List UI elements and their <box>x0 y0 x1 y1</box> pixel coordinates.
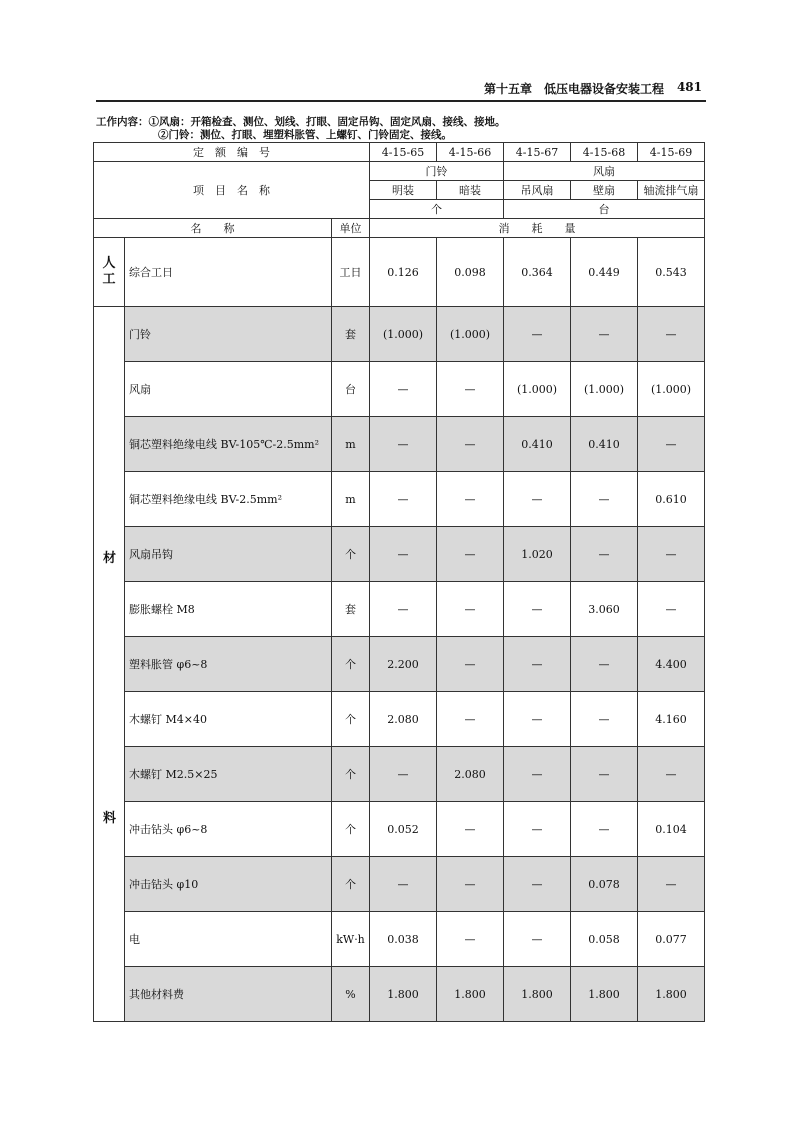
material-category: 材 料 <box>94 307 125 1022</box>
material-name: 铜芯塑料绝缘电线 BV-105℃-2.5mm² <box>125 417 332 472</box>
value-cell: (1.000) <box>571 362 638 417</box>
value-cell: — <box>437 417 504 472</box>
column-header-row <box>94 219 705 238</box>
group-fan: 风扇 <box>504 162 705 181</box>
material-name: 门铃 <box>125 307 332 362</box>
work-content-line-1: 工作内容：①风扇：开箱检查、测位、划线、打眼、固定吊钩、固定风扇、接线、接地。 <box>96 116 506 128</box>
value-cell: — <box>370 362 437 417</box>
work-content <box>96 116 506 142</box>
subname-cell: 壁扇 <box>571 181 638 200</box>
value-cell: — <box>571 637 638 692</box>
material-unit: 个 <box>332 692 370 747</box>
value-cell: 0.104 <box>638 802 705 857</box>
material-name: 木螺钉 M4×40 <box>125 692 332 747</box>
value-cell: — <box>437 362 504 417</box>
item-name-label: 项 目 名 称 <box>94 162 370 219</box>
value-cell: — <box>504 802 571 857</box>
material-unit: % <box>332 967 370 1022</box>
material-unit: m <box>332 472 370 527</box>
labor-name: 综合工日 <box>125 238 332 307</box>
value-cell: 0.052 <box>370 802 437 857</box>
value-cell: — <box>504 582 571 637</box>
value-cell: — <box>571 472 638 527</box>
subname-cell: 轴流排气扇 <box>638 181 705 200</box>
value-cell: — <box>437 802 504 857</box>
value-cell: — <box>370 472 437 527</box>
group-doorbell: 门铃 <box>370 162 504 181</box>
value-cell: — <box>370 582 437 637</box>
value-cell: 1.800 <box>437 967 504 1022</box>
unit-top-cell: 个 <box>370 200 504 219</box>
code-cell: 4-15-69 <box>638 143 705 162</box>
value-cell: — <box>437 857 504 912</box>
value-cell: — <box>571 747 638 802</box>
value-cell: — <box>571 307 638 362</box>
material-row <box>94 527 705 582</box>
subname-cell: 吊风扇 <box>504 181 571 200</box>
material-row <box>94 747 705 802</box>
value-cell: — <box>370 747 437 802</box>
material-unit: 个 <box>332 802 370 857</box>
quota-number-label: 定 额 编 号 <box>94 143 370 162</box>
value-cell: — <box>504 307 571 362</box>
value-cell: — <box>638 417 705 472</box>
material-row <box>94 582 705 637</box>
material-name: 膨胀螺栓 M8 <box>125 582 332 637</box>
value-cell: — <box>571 527 638 582</box>
value-cell: — <box>638 857 705 912</box>
value-cell: 0.058 <box>571 912 638 967</box>
value-cell: 0.078 <box>571 857 638 912</box>
work-content-line-2: ②门铃：测位、打眼、埋塑料胀管、上螺钉、门铃固定、接线。 <box>158 129 452 141</box>
material-row <box>94 967 705 1022</box>
value-cell: 0.098 <box>437 238 504 307</box>
value-cell: — <box>437 582 504 637</box>
material-unit: 套 <box>332 582 370 637</box>
labor-row <box>94 238 705 307</box>
work-content-label: 工作内容： <box>96 116 149 128</box>
material-name: 塑料胀管 φ6~8 <box>125 637 332 692</box>
value-cell: — <box>638 747 705 802</box>
value-cell: 0.038 <box>370 912 437 967</box>
value-cell: 0.364 <box>504 238 571 307</box>
code-cell: 4-15-66 <box>437 143 504 162</box>
material-unit: 套 <box>332 307 370 362</box>
code-cell: 4-15-65 <box>370 143 437 162</box>
value-cell: — <box>638 527 705 582</box>
material-row <box>94 857 705 912</box>
value-cell: (1.000) <box>504 362 571 417</box>
value-cell: — <box>504 912 571 967</box>
page-number: 481 <box>676 80 702 94</box>
material-unit: kW·h <box>332 912 370 967</box>
value-cell: — <box>571 692 638 747</box>
page-header <box>96 74 706 102</box>
labor-category: 人 工 <box>94 238 125 307</box>
value-cell: — <box>504 857 571 912</box>
value-cell: 0.610 <box>638 472 705 527</box>
value-cell: — <box>437 637 504 692</box>
materials-body <box>94 307 705 1022</box>
value-cell: 2.080 <box>370 692 437 747</box>
value-cell: 4.400 <box>638 637 705 692</box>
value-cell: 0.410 <box>504 417 571 472</box>
material-unit: 个 <box>332 637 370 692</box>
value-cell: 4.160 <box>638 692 705 747</box>
material-name: 木螺钉 M2.5×25 <box>125 747 332 802</box>
material-unit: 个 <box>332 527 370 582</box>
value-cell: — <box>437 692 504 747</box>
value-cell: — <box>638 582 705 637</box>
value-cell: 3.060 <box>571 582 638 637</box>
value-cell: 1.020 <box>504 527 571 582</box>
value-cell: (1.000) <box>638 362 705 417</box>
code-cell: 4-15-67 <box>504 143 571 162</box>
value-cell: — <box>504 472 571 527</box>
quota-table <box>93 142 705 1022</box>
material-name: 电 <box>125 912 332 967</box>
unit-top-cell: 台 <box>504 200 705 219</box>
subname-cell: 明装 <box>370 181 437 200</box>
material-unit: m <box>332 417 370 472</box>
subname-cell: 暗装 <box>437 181 504 200</box>
value-cell: 0.449 <box>571 238 638 307</box>
material-row <box>94 692 705 747</box>
value-cell: — <box>437 527 504 582</box>
labor-unit: 工日 <box>332 238 370 307</box>
material-row <box>94 417 705 472</box>
material-row <box>94 307 705 362</box>
value-cell: — <box>571 802 638 857</box>
unit-column-header: 单位 <box>332 219 370 238</box>
value-cell: 1.800 <box>504 967 571 1022</box>
quota-code-row <box>94 143 705 162</box>
material-name: 冲击钻头 φ6~8 <box>125 802 332 857</box>
value-cell: — <box>504 637 571 692</box>
value-cell: 0.543 <box>638 238 705 307</box>
value-cell: 1.800 <box>370 967 437 1022</box>
value-cell: 1.800 <box>638 967 705 1022</box>
value-cell: 1.800 <box>571 967 638 1022</box>
value-cell: 0.126 <box>370 238 437 307</box>
material-row <box>94 802 705 857</box>
material-unit: 个 <box>332 747 370 802</box>
value-cell: — <box>370 857 437 912</box>
value-cell: 2.200 <box>370 637 437 692</box>
chapter-title: 第十五章 低压电器设备安装工程 <box>483 82 664 96</box>
material-row <box>94 637 705 692</box>
material-unit: 个 <box>332 857 370 912</box>
value-cell: — <box>638 307 705 362</box>
material-row <box>94 912 705 967</box>
value-cell: — <box>370 417 437 472</box>
value-cell: 2.080 <box>437 747 504 802</box>
material-name: 冲击钻头 φ10 <box>125 857 332 912</box>
value-cell: (1.000) <box>370 307 437 362</box>
material-name: 铜芯塑料绝缘电线 BV-2.5mm² <box>125 472 332 527</box>
value-cell: — <box>437 472 504 527</box>
name-column-header: 名 称 <box>94 219 332 238</box>
material-name: 其他材料费 <box>125 967 332 1022</box>
code-cell: 4-15-68 <box>571 143 638 162</box>
value-cell: (1.000) <box>437 307 504 362</box>
material-row <box>94 472 705 527</box>
material-name: 风扇吊钩 <box>125 527 332 582</box>
material-unit: 台 <box>332 362 370 417</box>
material-name: 风扇 <box>125 362 332 417</box>
value-cell: — <box>437 912 504 967</box>
consumption-header: 消 耗 量 <box>370 219 705 238</box>
value-cell: 0.077 <box>638 912 705 967</box>
value-cell: — <box>370 527 437 582</box>
value-cell: 0.410 <box>571 417 638 472</box>
value-cell: — <box>504 692 571 747</box>
value-cell: — <box>504 747 571 802</box>
material-row <box>94 362 705 417</box>
